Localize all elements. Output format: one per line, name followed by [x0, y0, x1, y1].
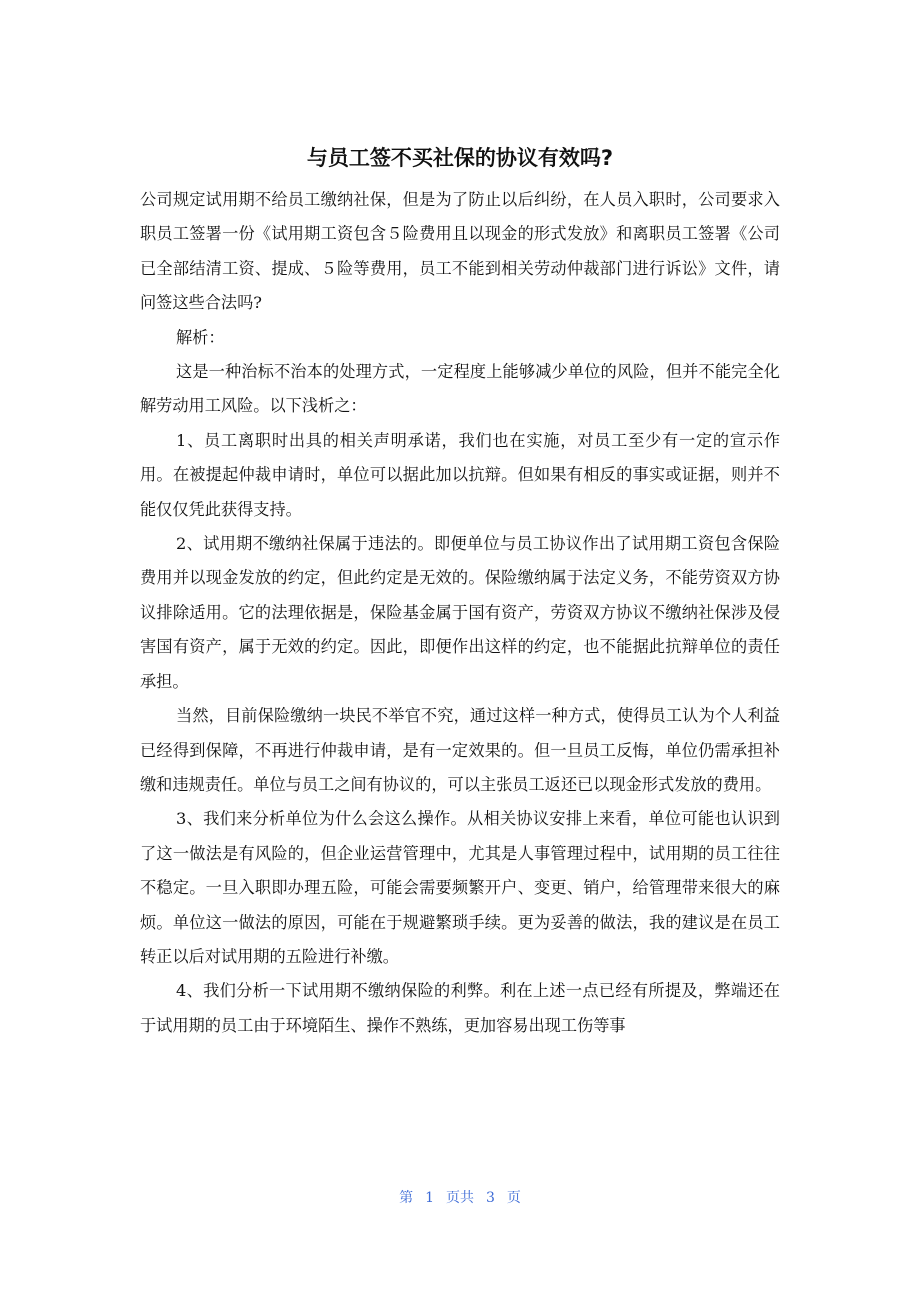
- footer-prefix: 第: [399, 1190, 414, 1206]
- page-footer: [0, 1186, 920, 1210]
- paragraph-question: 公司规定试用期不给员工缴纳社保，但是为了防止以后纠纷，在人员入职时，公司要求入职员工签署一份《试用期工资包含５险费用且以现金的形式发放》和离职员工签署《公司已全部结清工资、提成、５险等费用，员工不能到相关劳动仲裁部门进行诉讼》文件，请问签这些合法吗?: [140, 190, 780, 313]
- paragraph-point-2: 2、试用期不缴纳社保属于违法的。即便单位与员工协议作出了试用期工资包含保险费用并以现金发放的约定，但此约定是无效的。保险缴纳属于法定义务，不能劳资双方协议排除适用。它的法理依据是，保险基金属于国有资产，劳资双方协议不缴纳社保涉及侵害国有资产，属于无效的约定。因此，即便作出这样的约定，也不能据此抗辩单位的责任承担。: [140, 534, 780, 691]
- paragraph-note: 当然，目前保险缴纳一块民不举官不究，通过这样一种方式，使得员工认为个人利益已经得到保障，不再进行仲裁申请，是有一定效果的。但一旦员工反悔，单位仍需承担补缴和违规责任。单位与员工之间有协议的，可以主张员工返还已以现金形式发放的费用。: [140, 706, 780, 794]
- document-body: [140, 183, 780, 1043]
- footer-total-pages: 3: [486, 1190, 495, 1206]
- document-title: 与员工签不买社保的协议有效吗?: [306, 146, 614, 170]
- footer-suffix: 页: [506, 1190, 521, 1206]
- footer-current-page: 1: [425, 1190, 434, 1206]
- paragraph-point-4: 4、我们分析一下试用期不缴纳保险的利弊。利在上述一点已经有所提及，弊端还在于试用期的员工由于环境陌生、操作不熟练，更加容易出现工伤等事: [140, 981, 780, 1035]
- paragraph-point-3: 3、我们来分析单位为什么会这么操作。从相关协议安排上来看，单位可能也认识到了这一做法是有风险的，但企业运营管理中，尤其是人事管理过程中，试用期的员工往往不稳定。一旦入职即办理五险，可能会需要频繁开户、变更、销户，给管理带来很大的麻烦。单位这一做法的原因，可能在于规避繁琐手续。更为妥善的做法，我的建议是在员工转正以后对试用期的五险进行补缴。: [140, 809, 780, 966]
- paragraph-point-1: 1、员工离职时出具的相关声明承诺，我们也在实施，对员工至少有一定的宣示作用。在被提起仲裁申请时，单位可以据此加以抗辩。但如果有相反的事实或证据，则并不能仅仅凭此获得支持。: [140, 430, 780, 519]
- paragraph-analysis-label: 解析：: [176, 327, 225, 347]
- footer-middle: 页共: [446, 1190, 474, 1206]
- paragraph-intro: 这是一种治标不治本的处理方式，一定程度上能够减少单位的风险，但并不能完全化解劳动用工风险。以下浅析之：: [140, 362, 780, 416]
